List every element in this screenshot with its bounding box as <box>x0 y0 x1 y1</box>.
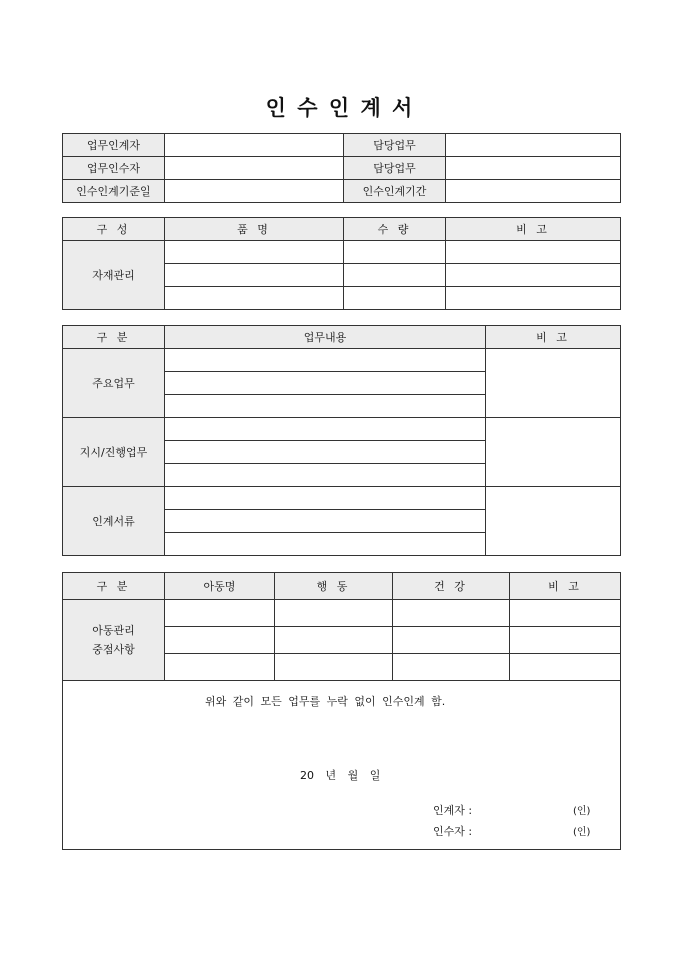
materials-header-category: 구 성 <box>63 218 165 241</box>
work-header-note: 비 고 <box>486 326 621 349</box>
children-section-label <box>63 600 165 681</box>
work-section-documents: 인계서류 <box>63 487 165 556</box>
work-note-cell[interactable] <box>486 418 621 487</box>
duty-field-2[interactable] <box>446 157 621 180</box>
children-table <box>62 572 621 850</box>
work-content-cell[interactable] <box>165 418 486 441</box>
work-section-main: 주요업무 <box>63 349 165 418</box>
materials-item-cell[interactable] <box>165 287 344 310</box>
child-health-cell[interactable] <box>393 600 510 627</box>
work-content-cell[interactable] <box>165 349 486 372</box>
work-content-cell[interactable] <box>165 441 486 464</box>
child-behavior-cell[interactable] <box>275 654 393 681</box>
closing-statement: 위와 같이 모든 업무를 누락 없이 인수인계 함. <box>205 695 446 708</box>
work-content-cell[interactable] <box>165 533 486 556</box>
materials-qty-cell[interactable] <box>344 241 446 264</box>
child-name-cell[interactable] <box>165 627 275 654</box>
period-field[interactable] <box>446 180 621 203</box>
work-note-cell[interactable] <box>486 349 621 418</box>
document-title: 인 수 인 계 서 <box>265 96 415 120</box>
child-note-cell[interactable] <box>510 627 621 654</box>
info-table <box>62 133 621 203</box>
materials-item-cell[interactable] <box>165 264 344 287</box>
materials-note-cell[interactable] <box>446 241 621 264</box>
child-behavior-cell[interactable] <box>275 600 393 627</box>
child-note-cell[interactable] <box>510 600 621 627</box>
child-health-cell[interactable] <box>393 654 510 681</box>
work-content-cell[interactable] <box>165 395 486 418</box>
children-section-line1: 아동관리 <box>92 624 135 637</box>
work-content-cell[interactable] <box>165 510 486 533</box>
children-header-health: 건 강 <box>393 573 510 600</box>
materials-note-cell[interactable] <box>446 264 621 287</box>
child-note-cell[interactable] <box>510 654 621 681</box>
materials-table <box>62 217 621 310</box>
materials-header-note: 비 고 <box>446 218 621 241</box>
children-header-behavior: 행 동 <box>275 573 393 600</box>
materials-qty-cell[interactable] <box>344 287 446 310</box>
duty-label-2: 담당업무 <box>344 157 446 180</box>
materials-section-label: 자재관리 <box>63 241 165 310</box>
children-header-category: 구 분 <box>63 573 165 600</box>
duty-label-1: 담당업무 <box>344 134 446 157</box>
closing-section <box>63 681 621 850</box>
child-name-cell[interactable] <box>165 654 275 681</box>
work-section-instructions: 지시/진행업무 <box>63 418 165 487</box>
period-label: 인수인계기간 <box>344 180 446 203</box>
work-header-content: 업무내용 <box>165 326 486 349</box>
giver-label: 인계자 : <box>433 804 473 817</box>
children-header-note: 비 고 <box>510 573 621 600</box>
work-content-cell[interactable] <box>165 487 486 510</box>
base-date-field[interactable] <box>165 180 344 203</box>
children-header-name: 아동명 <box>165 573 275 600</box>
materials-note-cell[interactable] <box>446 287 621 310</box>
child-health-cell[interactable] <box>393 627 510 654</box>
handover-person-label: 업무인계자 <box>63 134 165 157</box>
closing-date: 20 년 월 일 <box>300 769 381 782</box>
work-content-cell[interactable] <box>165 372 486 395</box>
receiver-seal: (인) <box>573 827 591 838</box>
materials-header-item: 품 명 <box>165 218 344 241</box>
work-note-cell[interactable] <box>486 487 621 556</box>
child-name-cell[interactable] <box>165 600 275 627</box>
work-table <box>62 325 621 556</box>
handover-person-field[interactable] <box>165 134 344 157</box>
receiver-label: 업무인수자 <box>63 157 165 180</box>
materials-header-qty: 수 량 <box>344 218 446 241</box>
receiver-sign-label: 인수자 : <box>433 825 473 838</box>
duty-field-1[interactable] <box>446 134 621 157</box>
materials-qty-cell[interactable] <box>344 264 446 287</box>
receiver-field[interactable] <box>165 157 344 180</box>
children-section-line2: 중점사항 <box>92 643 135 656</box>
work-content-cell[interactable] <box>165 464 486 487</box>
child-behavior-cell[interactable] <box>275 627 393 654</box>
work-header-category: 구 분 <box>63 326 165 349</box>
giver-seal: (인) <box>573 806 591 817</box>
materials-item-cell[interactable] <box>165 241 344 264</box>
base-date-label: 인수인계기준일 <box>63 180 165 203</box>
